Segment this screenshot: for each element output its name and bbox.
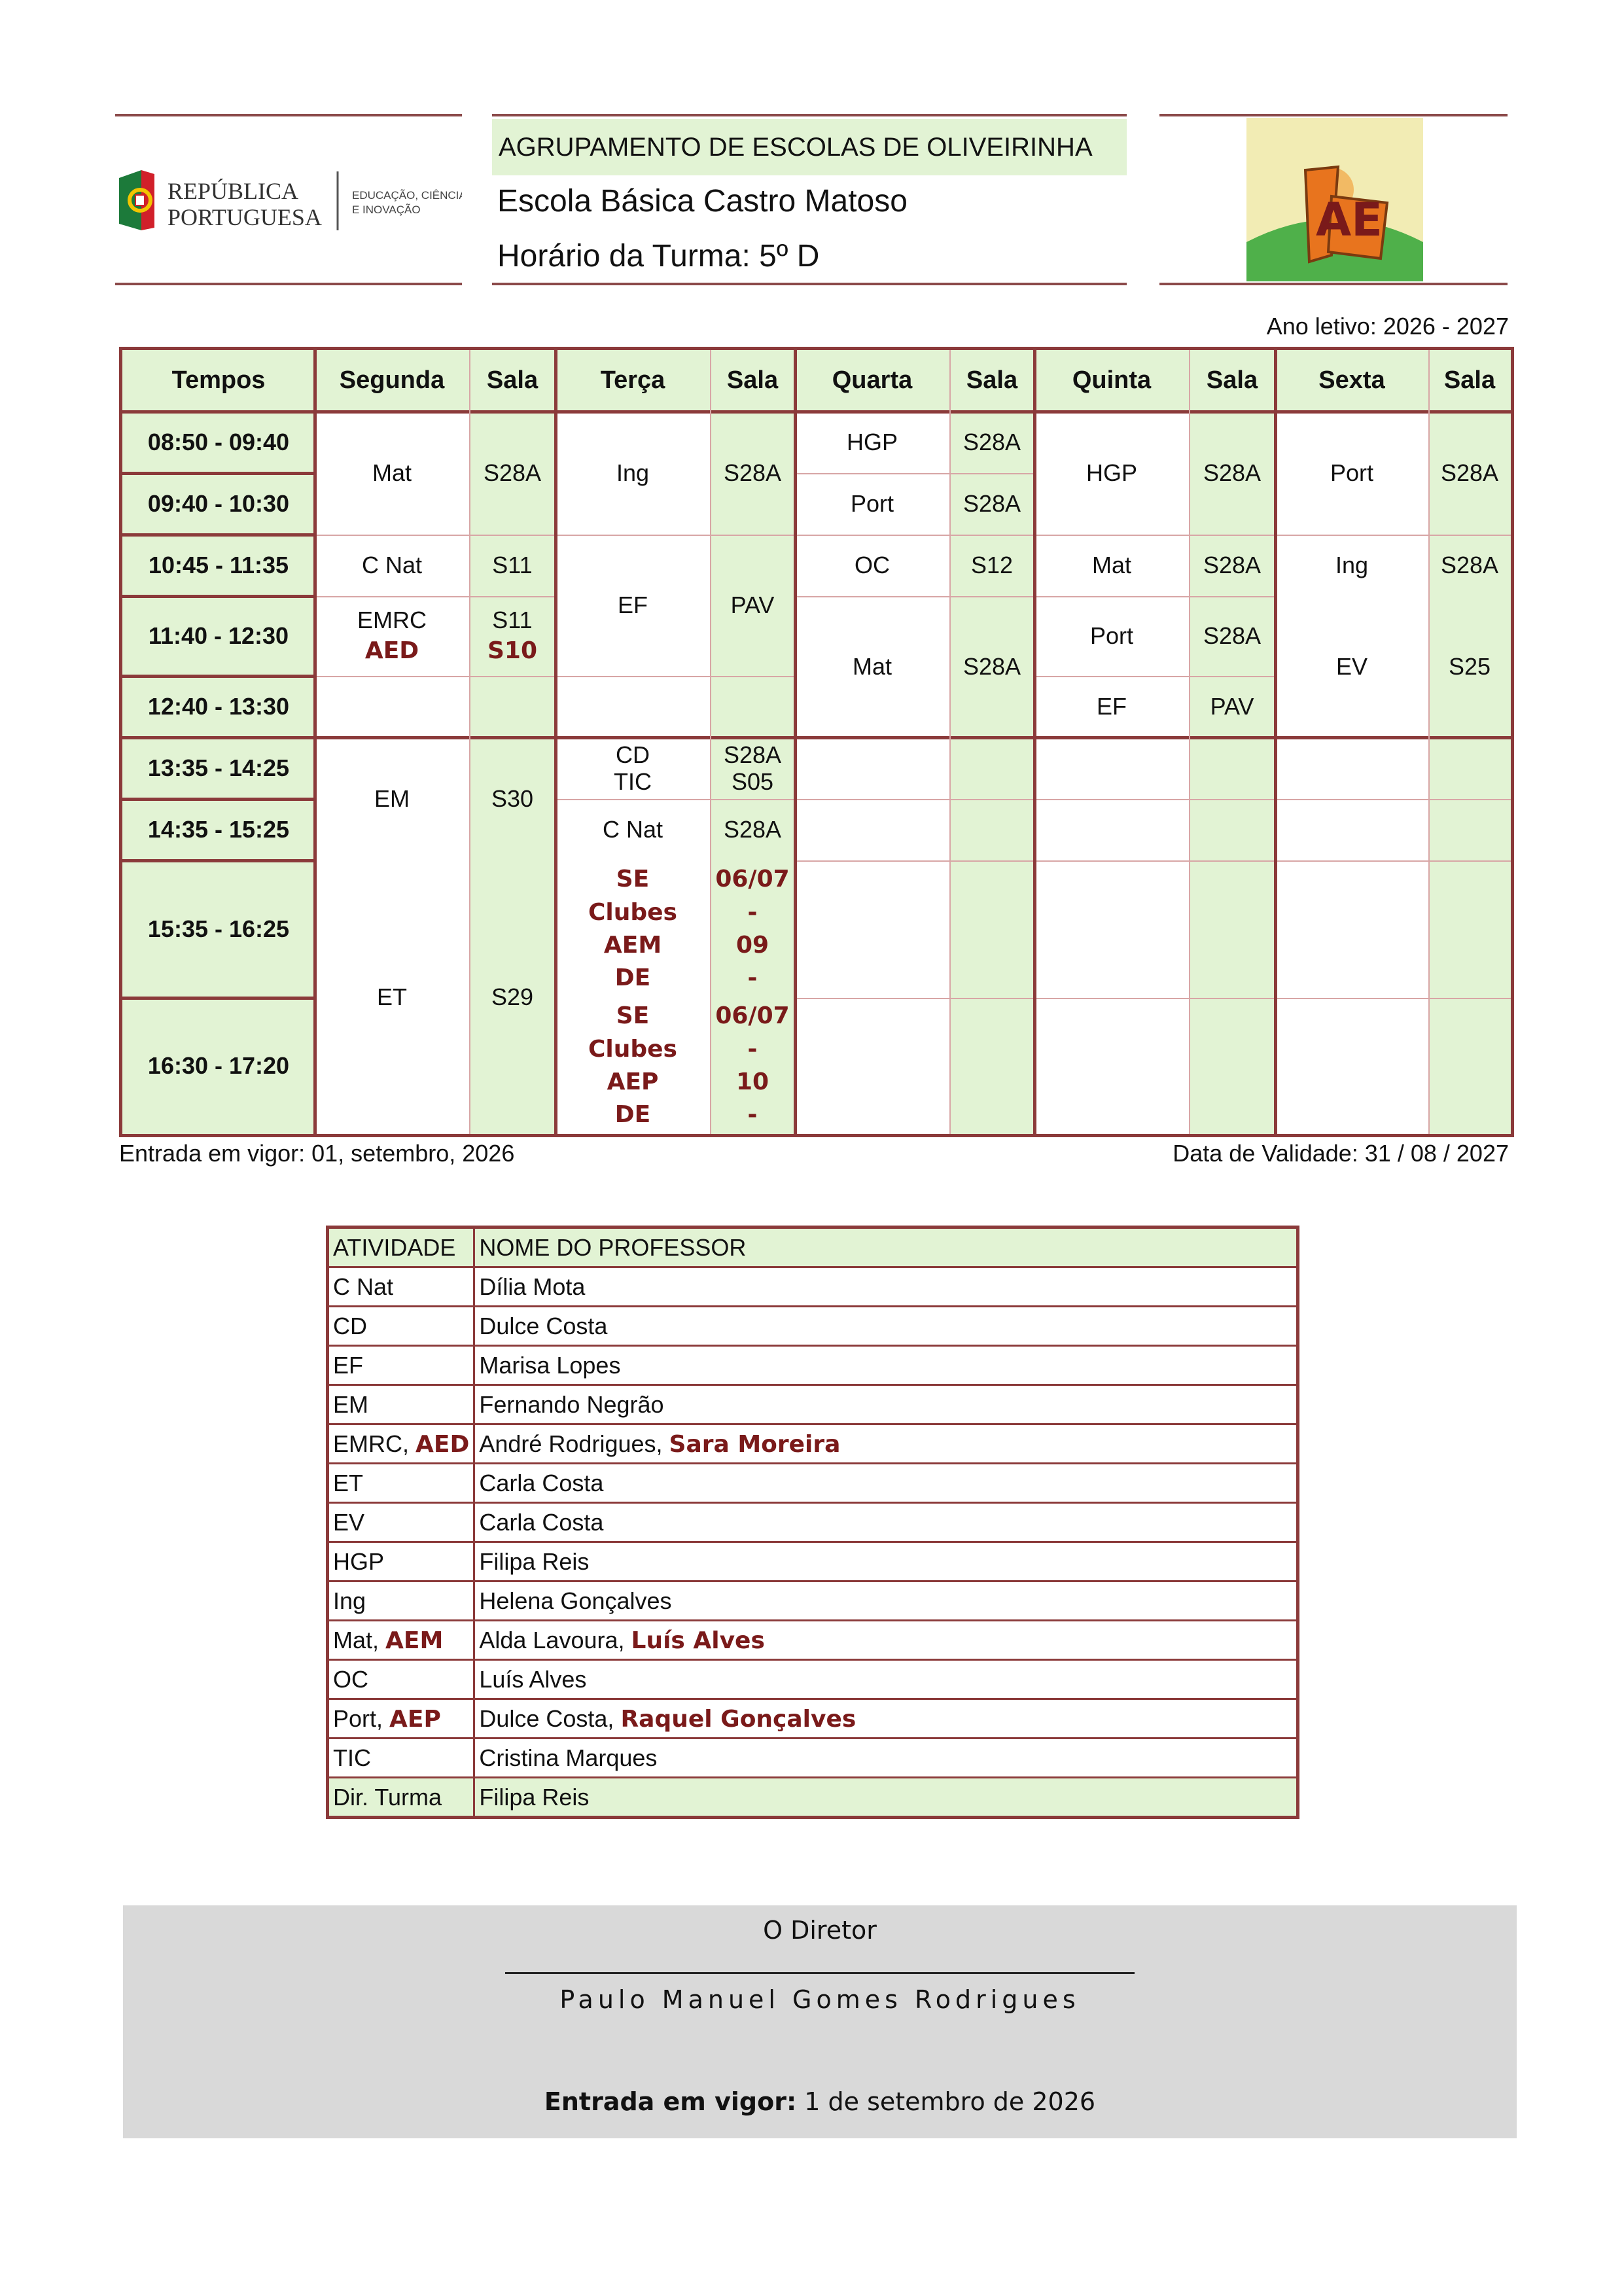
activity-cell — [328, 1739, 474, 1778]
room-cell: S28A — [1203, 459, 1262, 486]
room-cell: S29 — [491, 983, 534, 1010]
room-cell: S28A — [962, 428, 1021, 455]
class-port: Port — [850, 489, 894, 517]
director-name: Paulo Manuel Gomes Rodrigues — [559, 1985, 1080, 2014]
teacher-cell — [474, 1424, 1298, 1464]
class-hgp: HGP — [846, 428, 898, 455]
portugal-emblem-icon — [119, 170, 154, 230]
table-header-row — [328, 1227, 1298, 1267]
teacher-cell — [474, 1267, 1298, 1307]
entry-date: Entrada em vigor: 01, setembro, 2026 — [119, 1140, 515, 1167]
room-cell — [469, 596, 556, 676]
header-rule-center-top — [492, 114, 1127, 116]
time-slot: 13:35 - 14:25 — [122, 737, 315, 799]
teacher-cell — [474, 1346, 1298, 1385]
teacher-name: Filipa Reis — [479, 1547, 590, 1575]
table-row — [328, 1346, 1298, 1385]
teacher-cell: Filipa Reis — [474, 1778, 1298, 1818]
table-row — [328, 1699, 1298, 1739]
teacher-cell — [474, 1621, 1298, 1660]
class-cd: CD — [616, 741, 650, 768]
teacher-cell — [474, 1660, 1298, 1699]
block-line: Clubes — [588, 898, 677, 926]
time-divider — [122, 595, 315, 598]
class-se-clubes-aem — [556, 860, 710, 998]
room-cell — [710, 998, 795, 1134]
header-sexta: Sexta — [1275, 350, 1428, 412]
school-year: Ano letivo: 2026 - 2027 — [1266, 313, 1509, 340]
activity-extra: AEP — [389, 1705, 441, 1733]
activity-cell — [328, 1699, 474, 1739]
teacher-name: André Rodrigues, — [479, 1430, 669, 1457]
activity-cell — [328, 1346, 474, 1385]
ae-oliveirinha-logo — [1246, 118, 1423, 281]
activity-name: TIC — [333, 1744, 371, 1771]
header-sala-quarta: Sala — [949, 350, 1034, 412]
time-slot: 12:40 - 13:30 — [122, 676, 315, 737]
room-line: 09 — [735, 932, 769, 959]
class-se-clubes-aep — [556, 998, 710, 1134]
table-row — [328, 1621, 1298, 1660]
room-line: - — [747, 964, 758, 992]
signature-line — [505, 1972, 1135, 1974]
class-port: Port — [1330, 459, 1374, 486]
class-schedule-title: Horário da Turma: 5º D — [497, 239, 820, 274]
activity-cell — [328, 1267, 474, 1307]
activity-name: HGP — [333, 1547, 385, 1575]
room-cell: S25 — [1448, 652, 1491, 680]
block-line: SE — [616, 1002, 650, 1030]
row-divider — [795, 860, 1511, 862]
class-mat: Mat — [1091, 551, 1131, 578]
class-ing: Ing — [1335, 551, 1369, 578]
class-aed: AED — [364, 637, 419, 664]
room-line: - — [747, 898, 758, 926]
teacher-name: Dulce Costa, — [479, 1704, 621, 1732]
class-timetable — [119, 347, 1514, 1137]
activity-name: EM — [333, 1390, 368, 1418]
room-emrc: S11 — [492, 607, 533, 634]
block-line: AEM — [603, 932, 662, 959]
class-mat: Mat — [852, 652, 892, 680]
header-rule-right-top — [1159, 114, 1508, 116]
teacher-extra: Sara Moreira — [669, 1430, 841, 1458]
teacher-cell — [474, 1581, 1298, 1621]
class-mat: Mat — [372, 459, 412, 486]
room-cell: S12 — [970, 551, 1014, 578]
entry-value: 1 de setembro de 2026 — [796, 2087, 1096, 2116]
activity-name: Mat, — [333, 1626, 386, 1653]
organization-name: AGRUPAMENTO DE ESCOLAS DE OLIVEIRINHA — [492, 119, 1127, 175]
activity-cell — [328, 1424, 474, 1464]
time-divider — [122, 675, 315, 678]
room-cell: S28A — [723, 815, 782, 843]
time-divider — [122, 798, 315, 801]
director-row — [328, 1778, 1298, 1818]
class-hgp: HGP — [1086, 459, 1137, 486]
activity-cell — [328, 1385, 474, 1424]
header-rule-right-bottom — [1159, 283, 1508, 285]
svg-text:REPÚBLICA: REPÚBLICA — [168, 178, 299, 204]
class-emrc-aed — [315, 596, 469, 676]
table-row — [328, 1660, 1298, 1699]
activity-cell — [328, 1542, 474, 1581]
activity-extra: AED — [415, 1430, 470, 1458]
activity-name: C Nat — [333, 1273, 394, 1300]
teacher-name: Marisa Lopes — [479, 1351, 621, 1379]
class-ef: EF — [1096, 692, 1127, 720]
teacher-name: Fernando Negrão — [479, 1390, 664, 1418]
block-line: DE — [614, 964, 651, 992]
time-slot: 14:35 - 15:25 — [122, 799, 315, 860]
entry-label: Entrada em vigor: — [544, 2087, 797, 2116]
time-divider — [122, 859, 315, 862]
teacher-cell — [474, 1464, 1298, 1503]
time-divider — [122, 472, 315, 475]
room-line: 06/07 — [715, 866, 790, 893]
header-segunda: Segunda — [315, 350, 469, 412]
teachers-table — [326, 1226, 1299, 1819]
svg-text:AE: AE — [1316, 193, 1383, 247]
header-rule-left-bottom — [115, 283, 462, 285]
teacher-cell — [474, 1503, 1298, 1542]
table-row — [328, 1267, 1298, 1307]
teacher-name: Cristina Marques — [479, 1744, 658, 1771]
class-ing: Ing — [616, 459, 650, 486]
director-title: O Diretor — [763, 1916, 877, 1945]
teacher-extra: Luís Alves — [631, 1627, 765, 1654]
header-rule-left-top — [115, 114, 462, 116]
room-cell — [710, 737, 795, 799]
teacher-cell — [474, 1699, 1298, 1739]
teacher-name: Dulce Costa — [479, 1312, 608, 1339]
teacher-cell — [474, 1739, 1298, 1778]
time-slot: 11:40 - 12:30 — [122, 596, 315, 676]
activity-name: EF — [333, 1351, 364, 1379]
block-line: AEP — [607, 1069, 659, 1095]
room-cell: S28A — [1203, 622, 1262, 649]
room-cell: S28A — [723, 459, 782, 486]
room-line: 10 — [735, 1069, 769, 1095]
time-slot: 08:50 - 09:40 — [122, 412, 315, 473]
room-cell: S28A — [1203, 551, 1262, 578]
school-name: Escola Básica Castro Matoso — [497, 184, 908, 219]
table-row — [328, 1424, 1298, 1464]
teacher-name: Alda Lavoura, — [479, 1626, 631, 1653]
header-rule-center-bottom — [492, 283, 1127, 285]
class-emrc: EMRC — [357, 607, 427, 634]
activity-cell — [328, 1464, 474, 1503]
class-port: Port — [1089, 622, 1134, 649]
table-row — [328, 1503, 1298, 1542]
time-slot: 09:40 - 10:30 — [122, 473, 315, 535]
room-cell — [710, 860, 795, 998]
class-oc: OC — [855, 551, 890, 578]
time-slot: 16:30 - 17:20 — [122, 998, 315, 1134]
class-ef: EF — [617, 591, 648, 618]
class-cd-tic — [556, 737, 710, 799]
table-row — [328, 1542, 1298, 1581]
class-em: EM — [374, 785, 410, 812]
activity-name: EV — [333, 1508, 365, 1536]
table-row — [328, 1307, 1298, 1346]
activity-cell — [328, 1621, 474, 1660]
activity-name: EMRC, — [333, 1430, 415, 1457]
column-header-teacher: NOME DO PROFESSOR — [474, 1227, 1298, 1267]
block-line: SE — [616, 866, 650, 893]
header-terca: Terça — [556, 350, 710, 412]
table-row — [328, 1464, 1298, 1503]
teacher-name: Dília Mota — [479, 1273, 586, 1300]
teacher-name: Luís Alves — [479, 1665, 587, 1693]
activity-name: Port, — [333, 1704, 390, 1732]
teacher-name: Carla Costa — [479, 1469, 604, 1496]
room-line: - — [747, 1035, 758, 1063]
row-divider — [795, 998, 1511, 999]
class-cnat: C Nat — [602, 815, 663, 843]
activity-name: ET — [333, 1469, 364, 1496]
director-signature-box — [123, 1905, 1517, 2138]
column-header-activity: ATIVIDADE — [328, 1227, 474, 1267]
teacher-cell — [474, 1542, 1298, 1581]
room-cell: S28A — [1440, 551, 1499, 578]
block-line: DE — [614, 1101, 651, 1129]
director-entry-date — [123, 2087, 1517, 2116]
time-divider — [122, 997, 315, 1000]
block-line: Clubes — [588, 1035, 677, 1063]
room-cell: PAV — [730, 591, 775, 618]
header-sala-segunda: Sala — [469, 350, 556, 412]
room-cell: S28A — [483, 459, 542, 486]
room-cell: PAV — [1210, 692, 1254, 720]
activity-name: CD — [333, 1312, 367, 1339]
table-row — [328, 1385, 1298, 1424]
room-cell: S28A — [962, 489, 1021, 517]
table-row — [328, 1739, 1298, 1778]
republica-portuguesa-logo — [115, 165, 462, 237]
room-line: - — [747, 1101, 758, 1129]
header-quarta: Quarta — [795, 350, 949, 412]
teacher-cell — [474, 1307, 1298, 1346]
activity-cell — [328, 1660, 474, 1699]
time-slot: 15:35 - 16:25 — [122, 860, 315, 998]
room-tic: S05 — [731, 768, 774, 795]
teacher-name: Carla Costa — [479, 1508, 604, 1536]
room-cd: S28A — [723, 741, 782, 768]
teacher-name: Helena Gonçalves — [479, 1587, 672, 1614]
validity-date: Data de Validade: 31 / 08 / 2027 — [1173, 1140, 1509, 1167]
activity-cell — [328, 1503, 474, 1542]
activity-cell — [328, 1581, 474, 1621]
class-et: ET — [376, 983, 407, 1010]
room-cell: S30 — [491, 785, 534, 812]
time-slot: 10:45 - 11:35 — [122, 535, 315, 596]
header-sala-sexta: Sala — [1428, 350, 1511, 412]
room-cell: S28A — [962, 652, 1021, 680]
activity-name: Ing — [333, 1587, 366, 1614]
room-aed: S10 — [487, 637, 538, 664]
room-cell: S11 — [492, 551, 533, 578]
table-row — [328, 1581, 1298, 1621]
header-tempos: Tempos — [122, 350, 315, 412]
header-quinta: Quinta — [1034, 350, 1189, 412]
class-ev: EV — [1335, 652, 1368, 680]
activity-name: OC — [333, 1665, 368, 1693]
svg-text:PORTUGUESA: PORTUGUESA — [168, 204, 322, 230]
teacher-cell — [474, 1385, 1298, 1424]
svg-text:E INOVAÇÃO: E INOVAÇÃO — [352, 203, 421, 216]
teacher-extra: Raquel Gonçalves — [620, 1705, 856, 1733]
activity-cell — [328, 1307, 474, 1346]
activity-cell: Dir. Turma — [328, 1778, 474, 1818]
header-sala-quinta: Sala — [1189, 350, 1275, 412]
class-tic: TIC — [614, 768, 652, 795]
time-divider — [122, 533, 315, 537]
activity-extra: AEM — [385, 1627, 444, 1654]
class-cnat: C Nat — [361, 551, 423, 578]
header-sala-terca: Sala — [710, 350, 795, 412]
svg-text:EDUCAÇÃO, CIÊNCIA: EDUCAÇÃO, CIÊNCIA — [352, 189, 462, 202]
room-cell: S28A — [1440, 459, 1499, 486]
room-line: 06/07 — [715, 1002, 790, 1030]
